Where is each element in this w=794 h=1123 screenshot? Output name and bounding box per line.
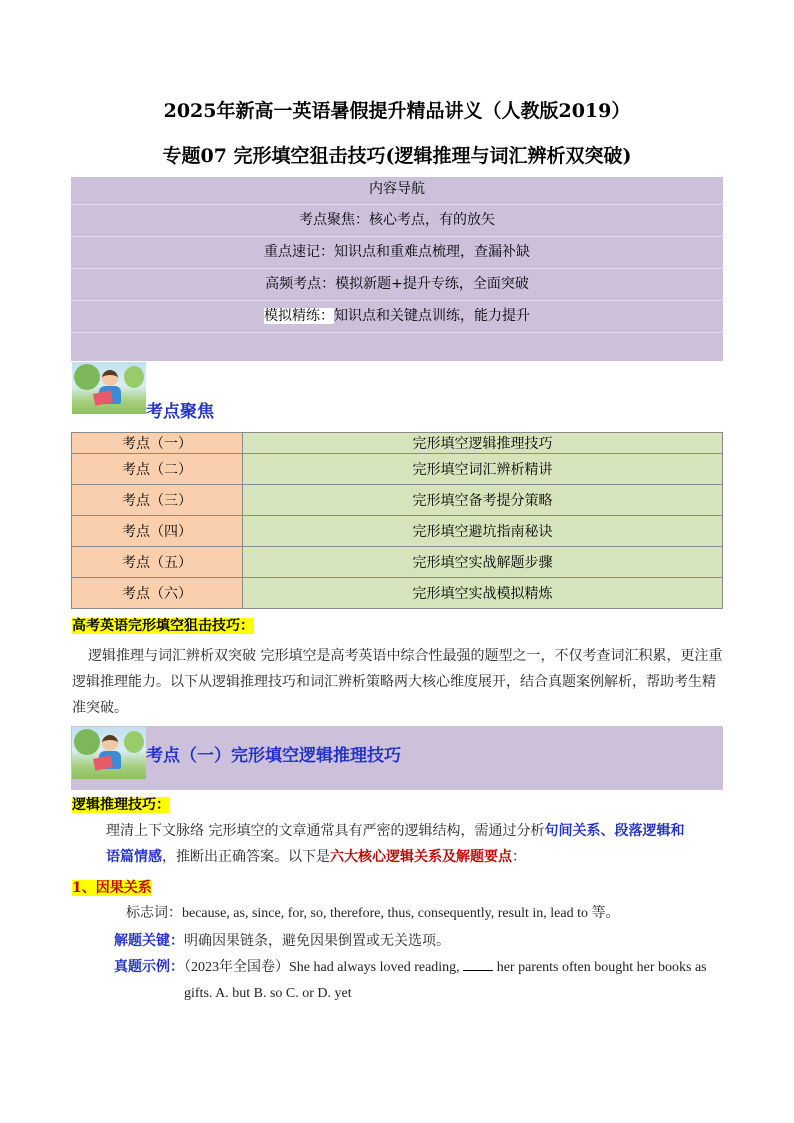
nav-item-text: 知识点和重难点梳理，查漏补缺 bbox=[334, 244, 530, 260]
nav-item bbox=[71, 301, 723, 333]
point1-title bbox=[72, 877, 152, 897]
point1-marker bbox=[126, 900, 726, 927]
table-cell-value: 完形填空避坑指南秘诀 bbox=[243, 516, 723, 547]
table-row bbox=[72, 578, 723, 609]
point1-title-text: 1、因果关系 bbox=[72, 880, 152, 896]
point1-example-text: （2023年全国卷）She had always loved reading, bbox=[184, 960, 464, 975]
table-row bbox=[72, 433, 723, 454]
nav-item-label: 考点聚焦： bbox=[299, 212, 369, 228]
point1-example bbox=[114, 954, 726, 981]
table-cell-value: 完形填空词汇辨析精讲 bbox=[243, 454, 723, 485]
logic-emphasis-red: 六大核心逻辑关系及解题要点 bbox=[330, 849, 512, 865]
nav-item-text: 模拟新题+提升专练，全面突破 bbox=[335, 276, 529, 292]
table-row bbox=[72, 485, 723, 516]
nav-item-text: 知识点和关键点训练，能力提升 bbox=[334, 308, 530, 324]
table-row bbox=[72, 454, 723, 485]
logic-emphasis: 语篇情感 bbox=[106, 849, 162, 865]
table-row bbox=[72, 516, 723, 547]
section-title-logic: 考点（一）完形填空逻辑推理技巧 bbox=[146, 746, 401, 766]
intro-line: 准突破。 bbox=[72, 700, 128, 716]
intro-line: 逻辑推理与词汇辨析双突破 完形填空是高考英语中综合性最强的题型之一，不仅考查词汇积累，更注重 bbox=[88, 648, 723, 664]
nav-item-label: 模拟精练： bbox=[264, 308, 334, 324]
logic-label-text: 逻辑推理技巧： bbox=[72, 797, 170, 813]
reading-child-icon bbox=[72, 362, 146, 414]
point1-marker-label: 标志词： bbox=[126, 905, 182, 921]
nav-item bbox=[71, 205, 723, 237]
table-cell-key: 考点（二） bbox=[72, 454, 243, 485]
logic-text: ： bbox=[512, 849, 526, 865]
table-row bbox=[72, 547, 723, 578]
point1-marker-text: because, as, since, for, so, therefore, thus, consequently, result in, lead to 等。 bbox=[182, 906, 620, 921]
table-cell-value: 完形填空实战模拟精炼 bbox=[243, 578, 723, 609]
nav-item-label: 高频考点： bbox=[265, 276, 336, 292]
nav-heading: 内容导航 bbox=[71, 177, 723, 205]
table-cell-value: 完形填空备考提分策略 bbox=[243, 485, 723, 516]
document-title: 2025年新高一英语暑假提升精品讲义（人教版2019） bbox=[163, 100, 631, 122]
logic-line bbox=[106, 844, 726, 870]
table-cell-key: 考点（三） bbox=[72, 485, 243, 516]
nav-item-text: 核心考点，有的放矢 bbox=[369, 212, 495, 228]
nav-item-label: 重点速记： bbox=[264, 244, 334, 260]
table-cell-key: 考点（四） bbox=[72, 516, 243, 547]
intro-line: 逻辑推理能力。以下从逻辑推理技巧和词汇辨析策略两大核心维度展开，结合真题案例解析，帮助考生精 bbox=[72, 674, 716, 690]
document-subtitle: 专题07 完形填空狙击技巧(逻辑推理与词汇辨析双突破) bbox=[162, 145, 632, 167]
table-cell-key: 考点（一） bbox=[72, 433, 243, 454]
point1-example-text: her parents often bought her books as bbox=[493, 960, 707, 975]
table-cell-key: 考点（六） bbox=[72, 578, 243, 609]
logic-text: 理清上下文脉络 完形填空的文章通常具有严密的逻辑结构，需通过分析 bbox=[106, 823, 545, 839]
point1-key bbox=[114, 928, 726, 954]
logic-paragraph bbox=[106, 818, 726, 870]
answer-blank bbox=[463, 958, 493, 971]
nav-item bbox=[71, 237, 723, 269]
reading-child-icon bbox=[72, 727, 146, 779]
table-cell-key: 考点（五） bbox=[72, 547, 243, 578]
logic-line bbox=[106, 818, 726, 844]
logic-label bbox=[72, 794, 170, 814]
logic-text: ，推断出正确答案。以下是 bbox=[162, 849, 330, 865]
point1-key-label: 解题关键： bbox=[114, 933, 184, 949]
point1-key-text: 明确因果链条，避免因果倒置或无关选项。 bbox=[184, 933, 450, 949]
logic-emphasis: 句间关系、段落逻辑和 bbox=[544, 823, 685, 839]
kaodian-table bbox=[71, 432, 723, 609]
table-cell-value: 完形填空实战解题步骤 bbox=[243, 547, 723, 578]
content-navigation bbox=[71, 177, 723, 361]
intro-paragraph bbox=[88, 643, 728, 669]
section-title-focus: 考点聚焦 bbox=[146, 402, 214, 422]
highlight-label bbox=[72, 615, 254, 635]
nav-item bbox=[71, 269, 723, 301]
intro-paragraph-cont bbox=[72, 669, 728, 721]
point1-example-options: gifts. A. but B. so C. or D. yet bbox=[184, 986, 352, 1001]
table-cell-value: 完形填空逻辑推理技巧 bbox=[243, 433, 723, 454]
highlight-text: 高考英语完形填空狙击技巧： bbox=[72, 618, 254, 634]
point1-example-label: 真题示例： bbox=[114, 959, 184, 975]
